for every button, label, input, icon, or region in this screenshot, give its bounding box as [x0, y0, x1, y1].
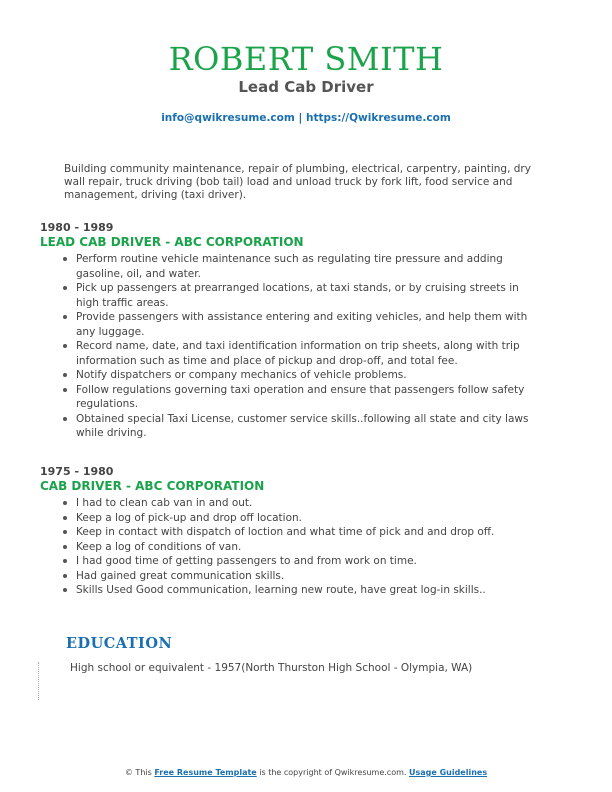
footer-middle: is the copyright of Qwikresume.com.: [256, 768, 409, 777]
free-resume-template-link[interactable]: Free Resume Template: [154, 768, 257, 777]
job-bullets: [40, 496, 540, 598]
education-heading: EDUCATION: [66, 635, 173, 652]
job-entry-1: [40, 221, 540, 441]
list-item: Had gained great communication skills.: [76, 569, 540, 584]
job-dates: 1980 - 1989: [40, 221, 114, 234]
job-entry-2: [40, 465, 540, 598]
list-item: Provide passengers with assistance entering and exiting vehicles, and help them with any luggage.: [76, 310, 540, 339]
contact-line: [0, 112, 612, 124]
candidate-role: Lead Cab Driver: [238, 78, 374, 96]
list-item: Keep in contact with dispatch of loction and what time of pick and and drop off.: [76, 525, 540, 540]
footer-prefix: © This: [124, 768, 155, 777]
candidate-name: ROBERT SMITH: [168, 40, 444, 78]
usage-guidelines-link[interactable]: Usage Guidelines: [408, 768, 488, 777]
list-item: Skills Used Good communication, learning new route, have great log-in skills..: [76, 583, 540, 598]
education-entry: High school or equivalent - 1957(North Thurston High School - Olympia, WA): [70, 662, 473, 674]
list-item: Follow regulations governing taxi operation and ensure that passengers follow safety regulations.: [76, 383, 540, 412]
education-divider: [38, 662, 39, 700]
summary-paragraph: Building community maintenance, repair of plumbing, electrical, carpentry, painting, dry wall repair, truck driving (bob tail) load and unload truck by fork lift, food service and management, driving (taxi driver).: [64, 163, 531, 201]
footer: [0, 768, 612, 777]
list-item: Obtained special Taxi License, customer service skills..following all state and city laws while driving.: [76, 412, 540, 441]
job-title: CAB DRIVER - ABC CORPORATION: [40, 479, 265, 493]
website-link[interactable]: https://Qwikresume.com: [305, 112, 451, 124]
list-item: Notify dispatchers or company mechanics of vehicle problems.: [76, 368, 540, 383]
list-item: I had to clean cab van in and out.: [76, 496, 540, 511]
job-title: LEAD CAB DRIVER - ABC CORPORATION: [40, 235, 304, 249]
email-link[interactable]: info@qwikresume.com: [161, 112, 295, 124]
job-bullets: [40, 252, 540, 441]
list-item: Keep a log of conditions of van.: [76, 540, 540, 555]
job-dates: 1975 - 1980: [40, 465, 114, 478]
list-item: Keep a log of pick-up and drop off location.: [76, 511, 540, 526]
list-item: Record name, date, and taxi identification information on trip sheets, along with trip information such as time and place of pickup and drop-off, and total fee.: [76, 339, 540, 368]
list-item: Pick up passengers at prearranged locations, at taxi stands, or by cruising streets in high traffic areas.: [76, 281, 540, 310]
contact-separator: |: [294, 112, 306, 124]
list-item: I had good time of getting passengers to and from work on time.: [76, 554, 540, 569]
list-item: Perform routine vehicle maintenance such as regulating tire pressure and adding gasoline, oil, and water.: [76, 252, 540, 281]
